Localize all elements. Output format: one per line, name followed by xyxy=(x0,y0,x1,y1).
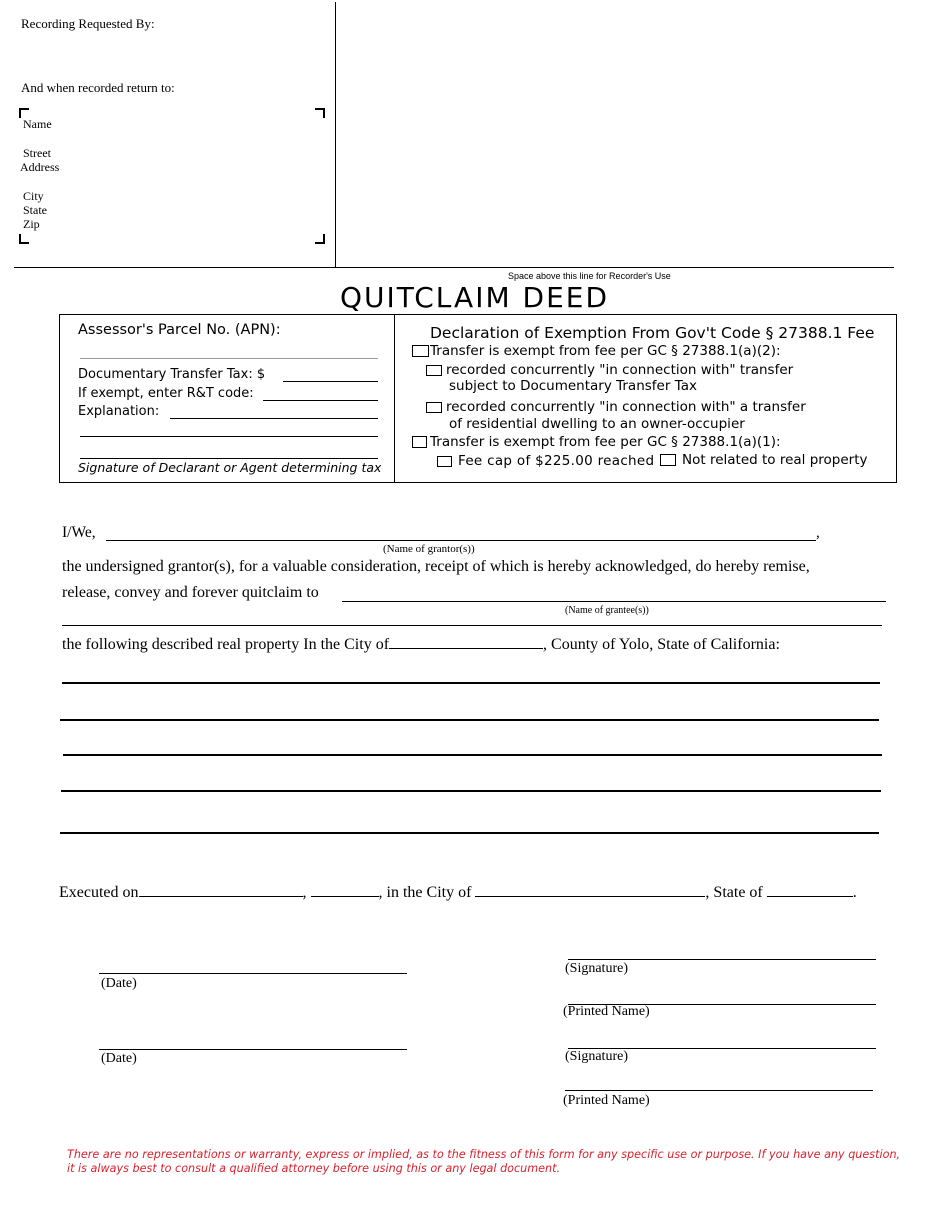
signature-label-1: (Signature) xyxy=(565,961,628,976)
exemption-option-fee-cap[interactable] xyxy=(437,453,654,469)
exemption-option-a2[interactable] xyxy=(412,343,781,359)
page-title: QUITCLAIM DEED xyxy=(340,281,610,314)
street-label: Street xyxy=(23,146,51,160)
comma: , xyxy=(302,884,307,901)
option-owner-occupier-label-line2: of residential dwelling to an owner-occupier xyxy=(449,416,745,432)
apn-field[interactable] xyxy=(80,358,378,359)
checkbox-owner-occupier[interactable] xyxy=(426,402,442,413)
exemption-heading: Declaration of Exemption From Gov't Code § 27388.1 Fee xyxy=(430,324,875,342)
period: . xyxy=(852,884,857,901)
option-a2-label: Transfer is exempt from fee per GC § 27388.1(a)(2): xyxy=(430,343,781,359)
printed-name-field-2[interactable] xyxy=(565,1090,873,1091)
grantee-caption: (Name of grantee(s)) xyxy=(565,605,649,616)
checkbox-a2[interactable] xyxy=(412,345,429,357)
doc-transfer-tax-label: Documentary Transfer Tax: $ xyxy=(78,367,266,382)
iwe-label: I/We, xyxy=(62,524,96,541)
checkbox-fee-cap[interactable] xyxy=(437,456,452,467)
bracket-bottom-right-icon xyxy=(315,234,325,244)
executed-state-field[interactable] xyxy=(767,882,853,897)
in-city-of-label: , in the City of xyxy=(378,884,472,901)
rt-code-field[interactable] xyxy=(263,400,378,401)
bracket-top-right-icon xyxy=(315,108,325,118)
address-label: Address xyxy=(20,160,60,174)
option-not-real-property-label: Not related to real property xyxy=(682,452,868,468)
legal-description-line[interactable] xyxy=(60,832,879,834)
explanation-field-line2[interactable] xyxy=(80,436,378,437)
checkbox-not-real-property[interactable] xyxy=(660,454,676,466)
rt-code-label: If exempt, enter R&T code: xyxy=(78,386,254,401)
bracket-bottom-left-icon xyxy=(19,234,29,244)
legal-description-line[interactable] xyxy=(60,719,879,721)
disclaimer: There are no representations or warranty, express or implied, as to the fitness of this form for any specific use or purpose. If you have any question, it is always best to consult a qualified attorney before using this or any legal document. xyxy=(67,1148,901,1175)
grantee-name-field[interactable] xyxy=(342,601,886,602)
grantor-comma: , xyxy=(816,525,820,541)
checkbox-dtt[interactable] xyxy=(426,365,442,376)
exemption-option-owner-occupier[interactable] xyxy=(426,399,806,433)
legal-description-line[interactable] xyxy=(62,682,880,684)
requested-by-label: Recording Requested By: xyxy=(21,16,155,31)
date-label-2: (Date) xyxy=(101,1051,137,1066)
property-location-row xyxy=(62,634,780,654)
quitclaim-to-label: release, convey and forever quitclaim to xyxy=(62,584,319,601)
property-prefix: the following described real property In the City of xyxy=(62,636,390,653)
date-label-1: (Date) xyxy=(101,976,137,991)
exemption-option-a1[interactable] xyxy=(412,434,781,450)
executed-on-label: Executed on xyxy=(59,884,139,901)
explanation-label: Explanation: xyxy=(78,404,160,419)
city-label: City xyxy=(23,189,44,203)
state-of-label: , State of xyxy=(705,884,763,901)
tax-exemption-box xyxy=(59,314,897,483)
doc-transfer-tax-field[interactable] xyxy=(283,381,378,382)
apn-label: Assessor's Parcel No. (APN): xyxy=(78,322,281,338)
signature-caption: Signature of Declarant or Agent determining tax xyxy=(78,460,382,475)
state-label: State xyxy=(23,203,47,217)
option-owner-occupier-label: recorded concurrently "in connection with" a transfer xyxy=(446,399,806,415)
date-field-2[interactable] xyxy=(99,1049,407,1050)
executed-row xyxy=(59,882,857,902)
grantor-caption: (Name of grantor(s)) xyxy=(383,543,475,555)
grantee-name-field-line2[interactable] xyxy=(62,625,882,626)
signature-field-1[interactable] xyxy=(568,959,876,960)
option-a1-label: Transfer is exempt from fee per GC § 27388.1(a)(1): xyxy=(430,434,781,450)
executed-year-field[interactable] xyxy=(311,882,379,897)
executed-date-field[interactable] xyxy=(139,882,303,897)
legal-description-line[interactable] xyxy=(61,790,881,792)
option-dtt-label-line2: subject to Documentary Transfer Tax xyxy=(449,378,697,394)
exemption-option-not-real-property[interactable] xyxy=(660,452,868,468)
zip-label: Zip xyxy=(23,217,40,231)
declarant-signature-field[interactable] xyxy=(80,458,378,459)
printed-name-label-1: (Printed Name) xyxy=(563,1004,650,1019)
exemption-option-dtt[interactable] xyxy=(426,362,793,394)
return-to-label: And when recorded return to: xyxy=(21,80,175,95)
name-label: Name xyxy=(23,117,52,131)
date-field-1[interactable] xyxy=(99,973,407,974)
property-city-field[interactable] xyxy=(389,634,543,649)
explanation-field[interactable] xyxy=(170,418,378,419)
recorder-line xyxy=(14,267,894,268)
legal-description-line[interactable] xyxy=(63,754,882,756)
header-divider xyxy=(335,2,336,267)
doc-transfer-tax-row xyxy=(78,367,265,382)
consideration-sentence: the undersigned grantor(s), for a valuable consideration, receipt of which is hereby acknowledged, do hereby remise, xyxy=(62,558,810,575)
printed-name-label-2: (Printed Name) xyxy=(563,1093,650,1108)
box-divider xyxy=(394,315,395,482)
signature-label-2: (Signature) xyxy=(565,1049,628,1064)
recorder-note: Space above this line for Recorder's Use xyxy=(508,271,671,281)
checkbox-a1[interactable] xyxy=(412,436,427,448)
executed-city-field[interactable] xyxy=(475,882,705,897)
option-fee-cap-label: Fee cap of $225.00 reached xyxy=(458,453,655,469)
option-dtt-label: recorded concurrently "in connection with" transfer xyxy=(446,362,794,378)
property-suffix: , County of Yolo, State of California: xyxy=(543,636,780,653)
grantor-name-field[interactable] xyxy=(106,540,816,541)
